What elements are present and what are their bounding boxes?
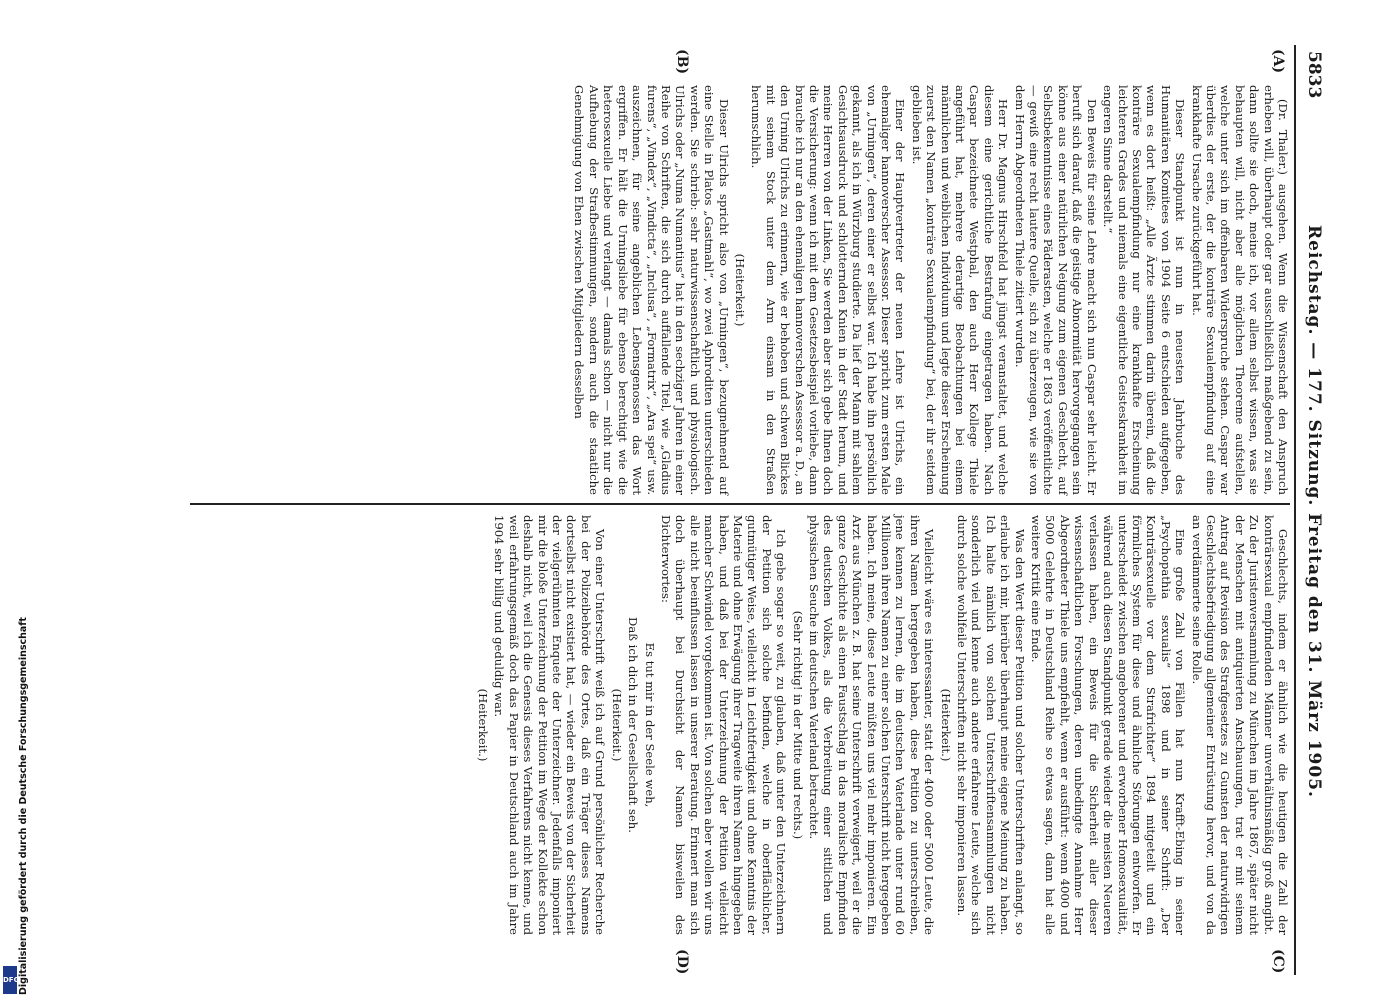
verse-line: Es tut mir in der Seele weh, [642, 642, 657, 808]
digitization-note-text: Digitalisierung gefördert durch die Deutsche Forschungsgemeinschaft [18, 617, 29, 995]
margin-marker-d: (D) [674, 949, 690, 975]
paragraph: Den Beweis für seine Lehre macht sich nun Caspar sehr leicht. Er beruft sich darauf, daß die geistige Abnormität hervorgegangen sein könne aus einer natürlichen Neigung zum eigenen Geschlecht, auf Selbstbekenntnisse eines Päderasten, welche er 1863 veröffentlichte — gewiß eine recht lautere Quelle, sich zu überzeugen, wie sie von dem Herrn Abgeordneten Thiele zitiert wurden. [1012, 85, 1099, 495]
verse-line: Daß ich dich in der Gesellschaft seh. [626, 617, 641, 833]
page-number: 5833 [1304, 51, 1324, 99]
page-title: Reichstag. — 177. Sitzung. Freitag den 31. März 1905. [1304, 225, 1324, 798]
interjection: (Heiterkeit.) [476, 688, 491, 762]
margin-marker-b: (B) [674, 49, 690, 75]
paragraph: (Dr. Thaler.) ausgehen. Wenn die Wissenschaft den Anspruch erheben will, überhaupt oder gar ausschließlich maßgebend zu sein, dann sollte sie doch, meine ich, vor allem selbst wissen, was sie behaupten will, nicht aber alle möglichen Theoreme aufstellen, welche unter sich im offenbaren Widerspruche stehen. Caspar war überdies der erste, der die konträre Sexualempfindung auf eine krankhafte Ursache zurückgeführt hat. [1189, 85, 1290, 495]
paragraph: Herr Dr. Magnus Hirschfeld hat jüngst veranstaltet, und welche diesem eine gerichtliche Bestrafung eingetragen haben. Nach Caspar bezeichnete Westphal, den auch Herr Kollege Thiele angeführt hat, mehrere derartige Beobachtungen bei einem männlichen und weiblichen Individuum und legte dieser Erscheinung zuerst den Namen „konträre Sexualempfindung“ bei, der ihr seitdem geblieben ist. [909, 85, 1011, 495]
margin-marker-a: (A) [1270, 49, 1286, 74]
interjection: (Heiterkeit.) [938, 688, 953, 762]
interjection: (Heiterkeit.) [609, 688, 624, 762]
interjection: (Heiterkeit.) [732, 253, 747, 327]
page-header [1294, 45, 1330, 975]
right-column [20, 515, 1290, 935]
margin-marker-c: (C) [1270, 949, 1286, 974]
left-column [20, 85, 1290, 495]
column-divider [190, 503, 1290, 505]
paragraph: Dieser Standpunkt ist nun in neuesten Jahrbuche des Humanitären Komitees von 1904 Seite 6 entschieden aufgegeben, wenn es dort heißt: „Alle Ärzte stimmen darin überein, daß die konträre Sexualempfindung nur eine krankhafte Erscheinung leichteren Grades und niemals eine eigentliche Geisteskrankheit im engeren Sinne darstellt.“ [1101, 85, 1188, 495]
paragraph: Einer der Hauptvertreter der neuen Lehre ist Ulrichs, ein ehemaliger hannoverscher Assessor. Dieser spricht zum ersten Male von „Urningen“, deren einer er selbst war. Ich habe ihn persönlich gekannt, als ich in Würzburg studierte. Da lief der Mann mit sahlem Gesichtsausdruck und schlotternden Knien in der Stadt herum, und meine Herren von der Linken, Sie werden aber sich gebe Ihnen doch die Versicherung: wenn ich mit dem Gesetzesbeispiel vorliebe, dann brauche ich nur an den ehemaligen hannoverschen Assessor a. D., an den Urning Ulrichs zu erinnern, wie er behoben und schwen Blickes mit seinem Stock unter dem Arm einsam in den Straßen herumschlich. [749, 85, 908, 495]
document-page [10, 45, 1330, 975]
paragraph: Von einer Unterschrift weiß ich auf Grund persönlicher Recherche bei der Polizeibehörde des Ortes, daß ein Träger dieses Namens dortselbst nicht existiert hat, — wieder ein Beweis von der Sicherheit der vielgerühmten Enquete der Unterzeichner. Jedenfalls imponiert mir die bloße Unterzeichnung der Petition im Wege der Kollekte schon deshalb nicht, weil ich die Genesis dieses Verfahrens nicht kenne, und weil erfahrungsgemäß doch das Papier in Deutschland auch im Jahre 1904 sehr billig und geduldig war. [492, 515, 608, 935]
paragraph: Was den Wert dieser Petition und solcher Unterschriften anlangt, so erlaube ich mir, hierüber überhaupt meine eigene Meinung zu haben. Ich halte nämlich von solchen Unterschriftensammlungen nicht sonderlich viel und kenne auch andere erfahrene Leute, welche sich durch solche wohlfeile Unterschriften nicht sehr imponieren lassen. [955, 515, 1027, 935]
paragraph: Geschlechts, indem er ähnlich wie die heutigen die Zahl der konträrsexual empfindenden Männer unverhältnismäßig groß angibt. Zu der Juristenversammlung zu München im Jahre 1867, später nicht der Menschen mit antiquierten Anschauungen, trat er mit seinem Antrag auf Revision des Strafgesetzes zu Gunsten der naturwidrigen Geschlechtsbefriedigung allgemeiner Entrüstung hervor, und von da an verdämmerte seine Rolle. [1189, 515, 1290, 935]
paragraph: Ich gebe sogar so weit, zu glauben, daß unter den Unterzeichnern der Petition sich solche befinden, welche in oberflächlicher, gutmütiger Weise, vielleicht in Leichtfertigkeit und ohne Kenntnis der Materie und ohne Erwägung ihrer Tragweite ihren Namen hingegeben haben, und daß bei der Unterzeichnung der Petition vielleicht mancher Schwindel vorgekommen ist. Von solchen aber wollen wir uns alle nicht beeinflussen lassen in unserer Beratung. Erinnert man sich doch überhaupt bei Durchsicht der Namen bisweilen des Dichterwortes: [658, 515, 789, 935]
dfg-logo: DFG [3, 966, 17, 994]
digitization-note [2, 0, 29, 1000]
interjection: (Sehr richtig! in der Mitte und rechts.) [790, 610, 805, 840]
paragraph: Dieser Ulrichs spricht also von „Urningen“, bezugnehmend auf eine Stelle in Platos „Gastmahl“, wo zwei Aphroditen unterschieden werden. Sie schrieb: sehr naturwissenschaftlich und physiologisch. Ulrichs oder „Numa Numantius“ hat in den sechziger Jahren in einer Reihe von Schriften, die sich durch auffallende Titel, wie „Gladius furens“, „Vindex“, „Vindicta“, „Inclusa“, „Formatrix“, „Ara spei“ usw. auszeichnen, für seine angeblichen Lebensgenossen das Wort ergriffen. Er hält die Urningsliebe für ebenso berechtigt wie die heterosexuelle Liebe und verlangt — damals schon — nicht nur die Aufhebung der Strafbestimmungen, sondern auch die staatliche Genehmigung von Ehen zwischen Mitgliedern desselben [572, 85, 731, 495]
paragraph: Eine große Zahl von Fällen hat nun Krafft-Ebing in seiner „Psychopathia sexualis“ 1898 und in seiner Schrift: „Der Konträrsexuelle vor dem Strafrichter“ 1894 mitgeteilt und ein förmliches System für diese und ähnliche Störungen entworfen. Er unterscheidet zwischen angeborener und erworbener Homosexualität, während auch diesen Standpunkt gerade wieder die meisten Neueren verlassen haben, ein Beweis für die Sicherheit aller dieser wissenschaftlichen Forschungen, deren unbedingte Annahme Herr Abgeordneter Thiele uns empfiehlt, wenn er ausführt: wenn 4000 und 5000 Gelehrte in Deutschland Reihe so etwas sagen, dann hat alle weitere Kritik eine Ende. [1029, 515, 1188, 935]
paragraph: Vielleicht wäre es interessanter, statt der 4000 oder 5000 Leute, die ihren Namen hergegeben haben, diese Petition zu unterschreiben, jene kennen zu lernen, die im deutschen Vaterlande unter rund 60 Millionen ihren Namen zu einer solchen Unterschrift nicht hergegeben haben. Ich meine, diese Leute müßten uns viel mehr imponieren. Ein Arzt aus München z. B. hat seine Unterschrift verweigert, weil er die ganze Geschichte als einen Faustschlag in das moralische Empfinden des deutschen Volkes, als die Verbreitung einer sittlichen und physischen Seuche im deutschen Vaterland betrachtet. [807, 515, 937, 935]
